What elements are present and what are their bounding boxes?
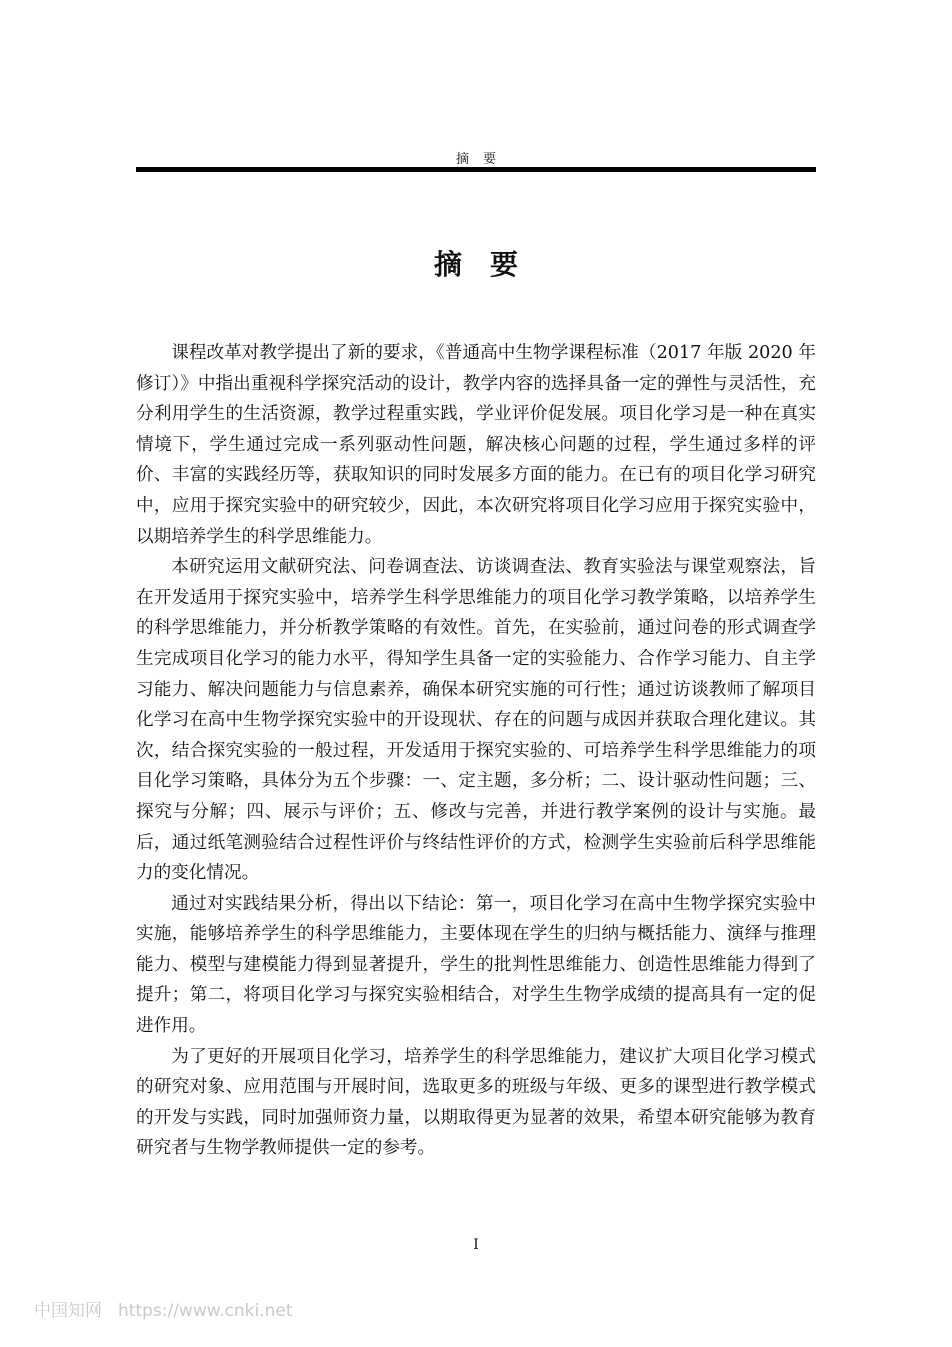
abstract-paragraph-4: 为了更好的开展项目化学习，培养学生的科学思维能力，建议扩大项目化学习模式的研究对象、应用范围与开展时间，选取更多的班级与年级、更多的课型进行教学模式的开发与实践，同时加强师资力量，以期取得更为显著的效果，希望本研究能够为教育研究者与生物学教师提供一定的参考。 [136,1046,816,1159]
abstract-paragraph-2: 本研究运用文献研究法、问卷调查法、访谈调查法、教育实验法与课堂观察法，旨在开发适用于探究实验中，培养学生科学思维能力的项目化学习教学策略，以培养学生的科学思维能力，并分析教学策略的有效性。首先，在实验前，通过问卷的形式调查学生完成项目化学习的能力水平，得知学生具备一定的实验能力、合作学习能力、自主学习能力、解决问题能力与信息素养，确保本研究实施的可行性；通过访谈教师了解项目化学习在高中生物学探究实验中的开设现状、存在的问题与成因并获取合理化建议。其次，结合探究实验的一般过程，开发适用于探究实验的、可培养学生科学思维能力的项目化学习策略，具体分为五个步骤：一、定主题，多分析；二、设计驱动性问题；三、探究与分解；四、展示与评价；五、修改与完善，并进行教学案例的设计与实施。最后，通过纸笔测验结合过程性评价与终结性评价的方式，检测学生实验前后科学思维能力的变化情况。 [136,557,816,884]
cnki-watermark [34,1296,292,1321]
running-header: 摘要 [455,152,510,167]
abstract-paragraph-3: 通过对实践结果分析，得出以下结论：第一，项目化学习在高中生物学探究实验中实施，能够培养学生的科学思维能力，主要体现在学生的归纳与概括能力、演绎与推理能力、模型与建模能力得到显著提升，学生的批判性思维能力、创造性思维能力得到了提升；第二，将项目化学习与探究实验相结合，对学生生物学成绩的提高具有一定的促进作用。 [136,893,816,1037]
watermark-url: https://www.cnki.net [118,1301,293,1321]
page-title: 摘要 [433,248,546,281]
watermark-site-name: 中国知网 [34,1301,102,1321]
abstract-body [136,338,816,1164]
page-number: I [473,1237,479,1253]
abstract-paragraph-1: 课程改革对教学提出了新的要求，《普通高中生物学课程标准（2017 年版 2020 年修订）》中指出重视科学探究活动的设计，教学内容的选择具备一定的弹性与灵活性，充分利用学生的生活资源，教学过程重实践，学业评价促发展。项目化学习是一种在真实情境下，学生通过完成一系列驱动性问题，解决核心问题的过程，学生通过多样的评价、丰富的实践经历等，获取知识的同时发展多方面的能力。在已有的项目化学习研究中，应用于探究实验中的研究较少，因此，本次研究将项目化学习应用于探究实验中，以期培养学生的科学思维能力。 [136,343,816,547]
header-rule [136,167,816,172]
